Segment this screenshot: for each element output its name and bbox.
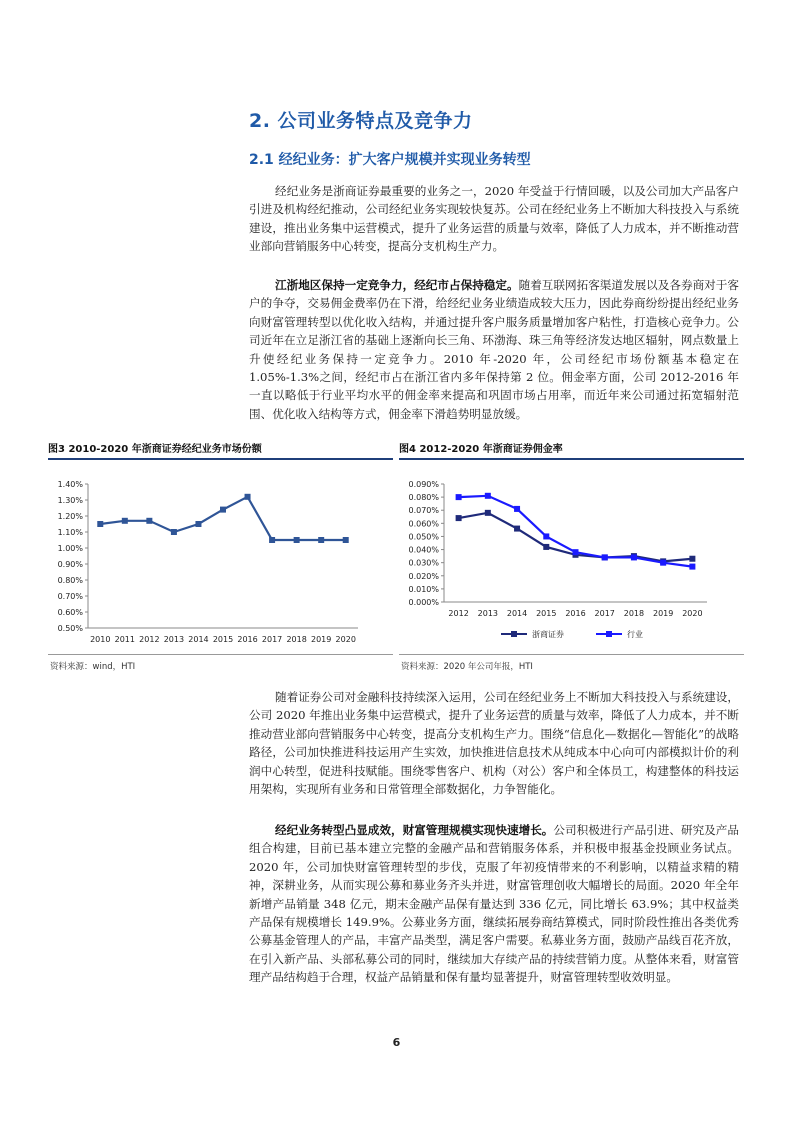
data-point (456, 494, 462, 500)
figure-4 (399, 442, 744, 660)
section-heading: 2. 公司业务特点及竞争力 (249, 110, 473, 132)
data-point (689, 564, 695, 570)
y-tick-label: 0.050% (408, 532, 439, 542)
subsection-heading: 2.1 经纪业务：扩大客户规模并实现业务转型 (249, 152, 531, 168)
paragraph-3 (249, 688, 739, 798)
data-point (689, 556, 695, 562)
figure-4-bottom-rule (399, 654, 744, 655)
paragraph-4-text: 公司积极进行产品引进、研究及产品组合构建，目前已基本建立完整的金融产品和营销服务体系，并积极申报基金投顾业务试点。2020 年，公司加快财富管理转型的步伐，克服了年初疫情带来的不利影响，以精益求精的精神，深耕业务，从而实现公募和募业务齐头并进，财富管理创收大幅增长的局面。2020 年全年新增产品销量 348 亿元，期末金融产品保有量达到 336 亿元，同比增长 63.9%；其中权益类产品保有规模增长 149.9%。公募业务方面，继续拓展券商结算模式，同时阶段性推出各类优秀公募基金管理人的产品，丰富产品类型，满足客户需要。私募业务方面，鼓励产品线百花齐放，在引入新产品、头部私募公司的同时，继续加大存续产品的持续营销力度。从整体来看，财富管理产品结构趋于合理，权益产品销量和保有量均显著提升，财富管理转型收效明显。 (249, 823, 739, 985)
x-tick-label: 2010 (90, 635, 111, 644)
data-point (269, 537, 275, 543)
data-point (660, 560, 666, 566)
legend-marker (511, 631, 517, 637)
data-point (146, 518, 152, 524)
paragraph-2-lead: 江浙地区保持一定竞争力，经纪市占保持稳定。 (275, 278, 519, 292)
data-point (543, 533, 549, 539)
paragraph-1 (249, 182, 739, 256)
figure-4-chart (399, 460, 744, 656)
figure-4-source: 资料来源：2020 年公司年报，HTI (401, 662, 533, 672)
data-point (171, 529, 177, 535)
y-tick-label: 0.010% (408, 584, 439, 594)
x-tick-label: 2013 (163, 635, 185, 644)
data-point (195, 521, 201, 527)
x-tick-label: 2015 (212, 635, 234, 644)
series-line (100, 497, 345, 540)
x-tick-label: 2011 (114, 635, 135, 644)
data-point (294, 537, 300, 543)
y-tick-label: 0.020% (408, 571, 439, 581)
y-tick-label: 0.040% (408, 545, 439, 555)
paragraph-3-text: 随着证券公司对金融科技持续深入运用，公司在经纪业务上不断加大科技投入与系统建设，公司 2020 年推出业务集中运营模式，提升了业务运营的质量与效率，降低了人力成本，并不断推动营业部向营销服务中心转变，提高分支机构生产力。围绕“信息化—数据化—智能化”的战略路径，公司加快推进科技运用产生实效，加快推进信息技术从纯成本中心向可内部模拟计价的利润中心转型，促进科技赋能。围绕零售客户、机构（对公）客户和全体员工，构建整体的科技运用架构，实现所有业务和日常管理全部数据化，力争智能化。 (249, 690, 739, 797)
data-point (631, 554, 637, 560)
y-tick-label: 0.000% (408, 598, 439, 607)
paragraph-4 (249, 821, 739, 987)
data-point (543, 544, 549, 550)
x-tick-label: 2018 (286, 635, 307, 644)
paragraph-2 (249, 276, 739, 423)
x-tick-label: 2020 (335, 635, 356, 644)
legend-marker (606, 631, 612, 637)
y-tick-label: 0.030% (408, 558, 439, 568)
y-tick-label: 1.40% (57, 480, 83, 489)
y-tick-label: 0.50% (57, 624, 83, 633)
x-tick-label: 2014 (506, 609, 528, 618)
y-tick-label: 0.70% (57, 592, 83, 601)
data-point (602, 554, 608, 560)
legend-label: 浙商证券 (532, 630, 564, 639)
x-tick-label: 2013 (477, 609, 499, 618)
x-tick-label: 2012 (139, 635, 160, 644)
figure-3-bottom-rule (48, 654, 393, 655)
x-tick-label: 2016 (237, 635, 258, 644)
x-tick-label: 2017 (261, 635, 283, 644)
data-point (343, 537, 349, 543)
x-tick-label: 2015 (536, 609, 557, 618)
paragraph-1-text: 经纪业务是浙商证券最重要的业务之一，2020 年受益于行情回暖，以及公司加大产品客户引进及机构经纪推动，公司经纪业务实现较快复苏。公司在经纪业务上不断加大科技投入与系统建设，推出业务集中运营模式，提升了业务运营的质量与效率，降低了人力成本，并不断推动营业部向营销服务中心转变，提高分支机构生产力。 (249, 184, 739, 254)
x-tick-label: 2019 (652, 609, 674, 618)
y-tick-label: 1.30% (57, 496, 83, 505)
x-tick-label: 2012 (448, 609, 469, 618)
page-number: 6 (392, 1036, 401, 1049)
data-point (485, 510, 491, 516)
data-point (514, 506, 520, 512)
x-tick-label: 2017 (594, 609, 615, 618)
data-point (573, 549, 579, 555)
data-point (456, 515, 462, 521)
data-point (318, 537, 324, 543)
y-tick-label: 1.00% (57, 544, 83, 553)
legend-label: 行业 (627, 630, 643, 639)
data-point (97, 521, 103, 527)
y-tick-label: 0.60% (57, 608, 83, 617)
y-tick-label: 0.080% (408, 493, 439, 503)
figure-3-chart (48, 460, 393, 656)
data-point (245, 494, 251, 500)
x-tick-label: 2014 (188, 635, 209, 644)
y-tick-label: 0.90% (57, 560, 83, 569)
x-tick-label: 2019 (311, 635, 332, 644)
x-tick-label: 2020 (682, 609, 703, 618)
figure-3 (48, 442, 393, 660)
x-tick-label: 2016 (565, 609, 586, 618)
y-tick-label: 1.20% (57, 512, 83, 521)
y-tick-label: 0.060% (408, 519, 439, 529)
figure-4-title: 图4 2012-2020 年浙商证券佣金率 (399, 444, 563, 455)
data-point (514, 526, 520, 532)
paragraph-4-lead: 经纪业务转型凸显成效，财富管理规模实现快速增长。 (275, 823, 554, 837)
figure-3-source: 资料来源：wind，HTI (50, 662, 136, 672)
y-tick-label: 0.090% (408, 480, 439, 489)
data-point (485, 493, 491, 499)
data-point (220, 507, 226, 513)
x-tick-label: 2018 (623, 609, 645, 618)
data-point (122, 518, 128, 524)
y-tick-label: 0.070% (408, 506, 439, 516)
y-tick-label: 0.80% (57, 576, 83, 585)
figure-3-title: 图3 2010-2020 年浙商证券经纪业务市场份额 (48, 444, 262, 455)
paragraph-2-text: 随着互联网拓客渠道发展以及各券商对于客户的争夺，交易佣金费率仍在下滑，给经纪业务业绩造成较大压力，因此券商纷纷提出经纪业务向财富管理转型以优化收入结构，并通过提升客户服务质量增加客户粘性，打造核心竞争力。公司近年在立足浙江省的基础上逐渐向长三角、环渤海、珠三角等经济发达地区辐射，网点数量上升使经纪业务保持一定竞争力。2010 年-2020 年，公司经纪市场份额基本稳定在 1.05%-1.3%之间，经纪市占在浙江省内多年保持第 2 位。佣金率方面，公司 2012-2016 年一直以略低于行业平均水平的佣金率来提高和巩固市场占用率，而近年来公司通过拓宽辐射范围、优化收入结构等方式，佣金率下滑趋势明显放缓。 (249, 278, 739, 421)
y-tick-label: 1.10% (57, 528, 83, 537)
